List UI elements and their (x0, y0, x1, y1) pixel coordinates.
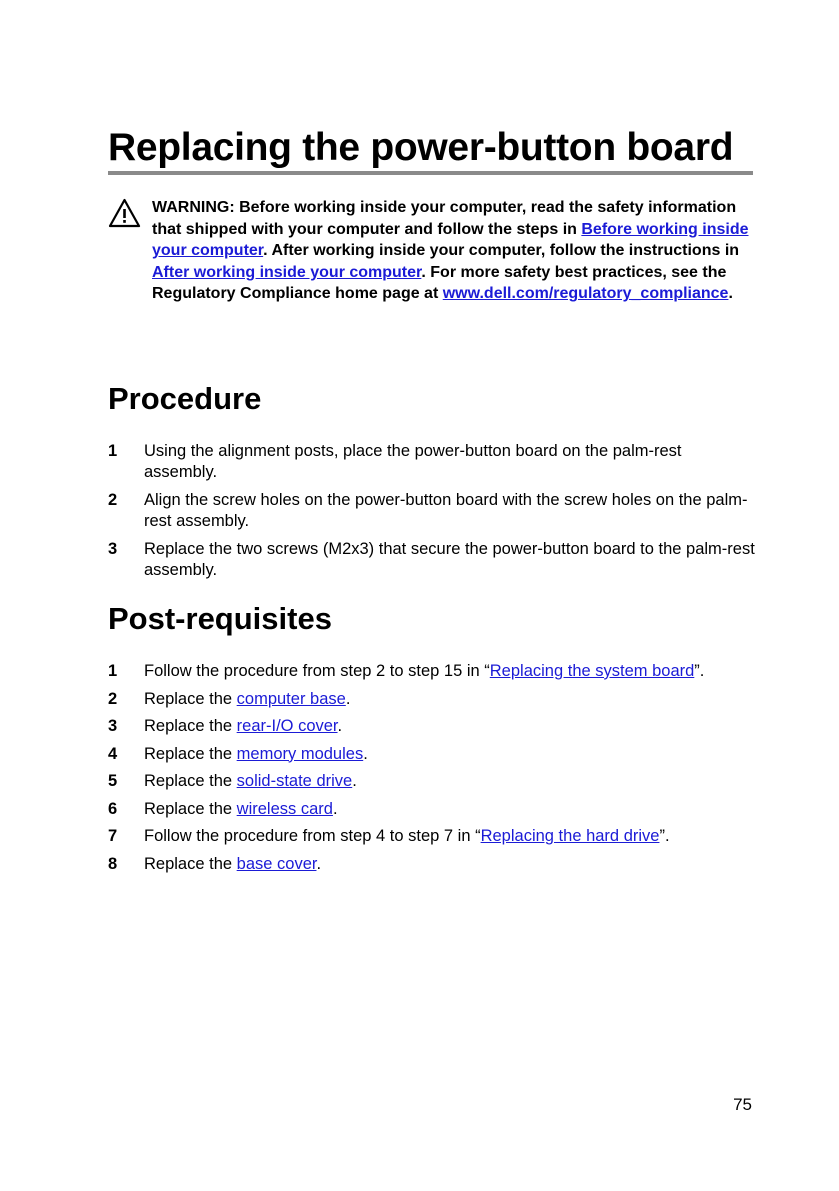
post-requisite-step (108, 826, 758, 846)
procedure-step (108, 441, 758, 483)
warning-text-2: . After working inside your computer, follow the instructions in (263, 242, 740, 260)
memory-modules-link[interactable]: memory modules (236, 744, 364, 763)
step-text-end: ”. (694, 662, 705, 680)
warning-label: WARNING: (152, 199, 235, 216)
procedure-step (108, 490, 758, 532)
step-text: Using the alignment posts, place the power-button board on the palm-rest assembly. (144, 442, 682, 481)
step-number: 2 (108, 689, 118, 708)
step-number: 4 (108, 744, 118, 763)
page-title: Replacing the power-button board (108, 126, 734, 169)
step-number: 3 (108, 540, 118, 558)
procedure-heading: Procedure (108, 381, 262, 416)
page-number: 75 (733, 1095, 752, 1114)
step-text: Replace the two screws (M2x3) that secure the power-button board to the palm-rest assembly. (144, 540, 755, 579)
step-text: Replace the (144, 772, 237, 790)
step-text-end: ”. (659, 827, 670, 845)
step-number: 1 (108, 662, 118, 680)
step-text: Align the screw holes on the power-button board with the screw holes on the palm-rest assembly. (144, 491, 748, 530)
warning-message (152, 197, 762, 305)
procedure-list (108, 441, 758, 588)
title-rule (108, 171, 753, 175)
post-requisite-step (108, 771, 758, 791)
step-number: 3 (108, 717, 118, 735)
post-requisite-step (108, 716, 758, 736)
step-number: 1 (108, 442, 118, 460)
wireless-card-link[interactable]: wireless card (236, 799, 333, 818)
rear-io-cover-link[interactable]: rear-I/O cover (236, 717, 338, 735)
solid-state-drive-link[interactable]: solid-state drive (236, 772, 353, 790)
step-text: Replace the (144, 717, 237, 735)
replacing-system-board-link[interactable]: Replacing the system board (489, 662, 695, 680)
post-requisites-list (108, 661, 758, 881)
step-text-end: . (337, 717, 343, 735)
step-number: 7 (108, 827, 118, 845)
step-text-end: . (316, 854, 322, 873)
step-number: 2 (108, 491, 118, 509)
replacing-hard-drive-link[interactable]: Replacing the hard drive (480, 827, 660, 845)
step-text: Replace the (144, 799, 237, 818)
post-requisite-step (108, 854, 758, 874)
post-requisite-step (108, 689, 758, 709)
post-requisite-step (108, 799, 758, 819)
warning-text-1: Before working inside your computer, read the safety information that shipped with your computer and follow the steps in (152, 199, 737, 238)
base-cover-link[interactable]: base cover (236, 854, 317, 873)
post-requisite-step (108, 744, 758, 764)
step-text: Replace the (144, 689, 237, 708)
warning-text-4: . (728, 285, 733, 303)
computer-base-link[interactable]: computer base (236, 689, 346, 708)
step-number: 8 (108, 854, 118, 873)
step-text-end: . (332, 799, 338, 818)
before-working-link[interactable]: Before working inside your computer (152, 220, 749, 260)
post-requisites-heading: Post-requisites (108, 601, 332, 636)
step-text-end: . (363, 744, 368, 763)
step-text: Replace the (144, 854, 237, 873)
after-working-link[interactable]: After working inside your computer (152, 263, 422, 281)
procedure-step (108, 539, 758, 581)
step-text-end: . (352, 772, 357, 790)
step-number: 5 (108, 772, 118, 790)
post-requisite-step (108, 661, 758, 681)
step-text-end: . (345, 689, 351, 708)
warning-triangle-icon (108, 198, 141, 228)
step-number: 6 (108, 799, 118, 818)
step-text: Replace the (144, 744, 237, 763)
step-text: Follow the procedure from step 4 to step 7 in “ (144, 827, 481, 845)
regulatory-compliance-link[interactable]: www.dell.com/regulatory_compliance (442, 285, 729, 303)
step-text: Follow the procedure from step 2 to step 15 in “ (144, 662, 490, 680)
warning-text-3: . For more safety best practices, see the Regulatory Compliance home page at (152, 263, 727, 303)
